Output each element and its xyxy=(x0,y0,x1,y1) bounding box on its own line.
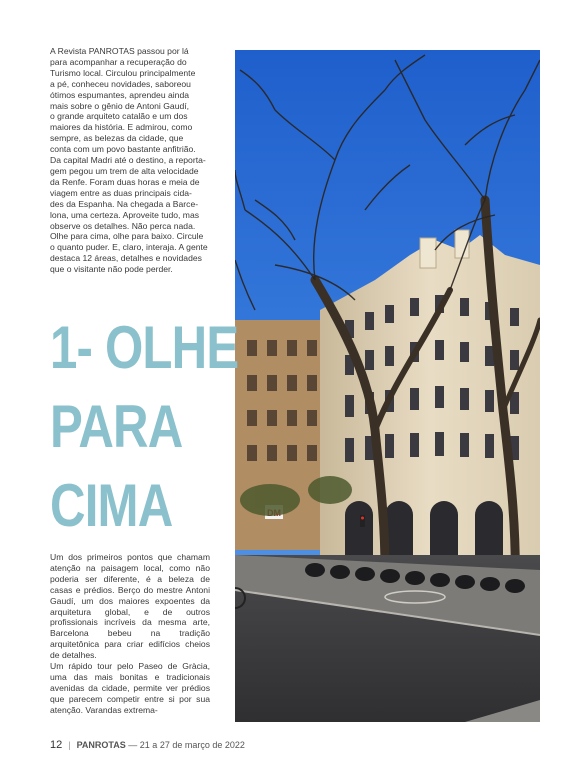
intro-line: A Revista PANROTAS passou por lá xyxy=(50,46,189,56)
headline-line-1: 1- OLHE xyxy=(50,314,239,381)
headline-line-3: CIMA xyxy=(50,472,173,539)
footer-dash: — xyxy=(128,740,138,750)
body-paragraph: Um rápido tour pelo Paseo de Gràcia, uma das mais bonitas e tradicionais avenidas da cidade, permite ver prédios que parecem competir entre si por sua atenção. Varandas extrema- xyxy=(50,661,210,715)
barcelona-street-photo xyxy=(235,50,540,722)
magazine-name: PANROTAS xyxy=(76,740,126,750)
page-number: 12 xyxy=(50,739,63,751)
photo-illustration xyxy=(235,50,540,722)
intro-line: gem pegou um trem de alta velocidade xyxy=(50,165,199,176)
intro-line: o grande arquiteto catalão e um dos xyxy=(50,111,188,122)
intro-line: Da capital Madri até o destino, a reporta- xyxy=(50,155,206,166)
intro-line: mais sobre o gênio de Antoni Gaudí, xyxy=(50,100,190,111)
intro-line: a pé, conheceu novidades, saboreou xyxy=(50,78,191,89)
intro-text xyxy=(50,46,208,275)
body-paragraph: Um dos primeiros pontos que chamam atenção na paisagem local, como não poderia ser diferente, é a beleza de casas e prédios. Berço do mestre Antoni Gaudí, um dos maiores expoentes da arquitetura global, e de outros profissionais incríveis da mesma arte, Barcelona bebeu na tradição arquitetônica para criar edifícios cheios de detalhes. xyxy=(50,552,210,661)
intro-line: sempre, as belezas da cidade, que xyxy=(50,133,184,144)
issue-date: 21 a 27 de março de 2022 xyxy=(139,740,245,750)
intro-line: ótimos espumantes, aprendeu ainda xyxy=(50,89,190,100)
intro-line: des da Espanha. Na chegada a Barce- xyxy=(50,198,199,209)
footer-separator: | xyxy=(68,740,71,750)
intro-line: lona, uma certeza. Aproveite tudo, mas xyxy=(50,209,200,220)
section-headline xyxy=(50,308,238,545)
intro-line: da Renfe. Foram duas horas e meia de xyxy=(50,176,200,187)
intro-line: o quanto puder. E, claro, interaja. A gente xyxy=(50,242,208,253)
headline-line-2: PARA xyxy=(50,393,183,460)
intro-line: destaca 12 áreas, detalhes e novidades xyxy=(50,253,202,264)
article-body xyxy=(50,552,210,716)
intro-line: maiores da história. E admirou, como xyxy=(50,122,193,133)
intro-line: observe os detalhes. Não perca nada. xyxy=(50,220,196,231)
intro-line: Olhe para cima, olhe para baixo. Circule xyxy=(50,231,204,242)
intro-line: viagem entre as duas principais cida- xyxy=(50,187,192,198)
intro-line: que o visitante não pode perder. xyxy=(50,264,173,275)
intro-line: para acompanhar a recuperação do xyxy=(50,56,187,67)
intro-line: Turismo local. Circulou principalmente xyxy=(50,67,196,78)
intro-line: conta com um povo bastante anfitrião. xyxy=(50,144,196,155)
page-footer xyxy=(50,739,245,751)
